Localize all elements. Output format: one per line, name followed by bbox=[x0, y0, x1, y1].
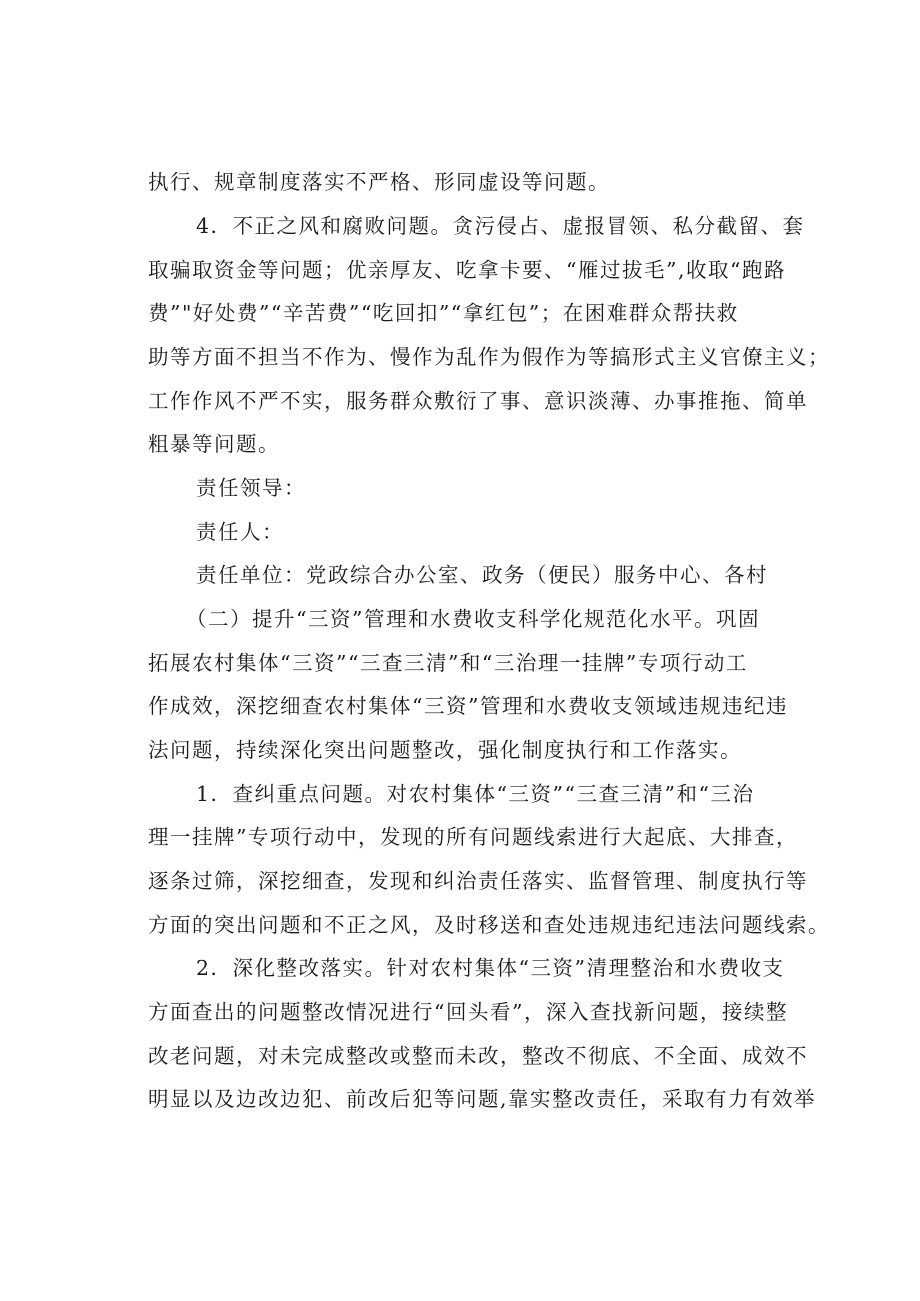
paragraph-line: 费”"好处费”“辛苦费”“吃回扣”“拿红包”；在困难群众帮扶救 bbox=[148, 301, 739, 325]
paragraph-line: 2．深化整改落实。针对农村集体“三资”清理整治和水费收支 bbox=[196, 956, 785, 980]
paragraph-line: 改老问题，对未完成整改或整而未改，整改不彻底、不全面、成效不 bbox=[148, 1044, 808, 1068]
paragraph-line: 方面的突出问题和不正之风，及时移送和查处违规违纪违法问题线索。 bbox=[148, 913, 830, 937]
paragraph-line: 法问题，持续深化突出问题整改，强化制度执行和工作落实。 bbox=[148, 738, 742, 762]
paragraph-line: 执行、规章制度落实不严格、形同虚设等问题。 bbox=[148, 170, 610, 194]
paragraph-line: 理一挂牌”专项行动中，发现的所有问题线索进行大起底、大排查， bbox=[148, 825, 798, 849]
paragraph-line: 工作作风不严不实，服务群众敷衍了事、意识淡薄、办事推拖、简单 bbox=[148, 389, 808, 413]
paragraph-line: 粗暴等问题。 bbox=[148, 432, 280, 456]
paragraph-line: 取骗取资金等问题；优亲厚友、吃拿卡要、“雁过拔毛”,收取“跑路 bbox=[148, 258, 786, 282]
paragraph-line: 作成效，深挖细查农村集体“三资”管理和水费收支领域违规违纪违 bbox=[148, 694, 788, 718]
paragraph-line: 逐条过筛，深挖细查，发现和纠治责任落实、监督管理、制度执行等 bbox=[148, 869, 808, 893]
paragraph-line: 1．查纠重点问题。对农村集体“三资”“三查三清”和“三治 bbox=[196, 782, 755, 806]
paragraph-line: 助等方面不担当不作为、慢作为乱作为假作为等搞形式主义官僚主义； bbox=[148, 345, 830, 369]
responsible-person-label: 责任人： bbox=[196, 520, 284, 544]
paragraph-line: 拓展农村集体“三资”“三查三清”和“三治理一挂牌”专项行动工 bbox=[148, 651, 748, 675]
paragraph-line: 明显以及边改边犯、前改后犯等问题,靠实整改责任，采取有力有效举 bbox=[148, 1087, 817, 1111]
paragraph-line: 4．不正之风和腐败问题。贪污侵占、虚报冒领、私分截留、套 bbox=[196, 214, 805, 238]
responsible-unit-line: 责任单位：党政综合办公室、政务（便民）服务中心、各村 bbox=[196, 563, 768, 587]
responsible-leader-label: 责任领导： bbox=[196, 476, 306, 500]
section-heading-line: （二）提升“三资”管理和水费收支科学化规范化水平。巩固 bbox=[186, 607, 760, 631]
paragraph-line: 方面查出的问题整改情况进行“回头看”，深入查找新问题，接续整 bbox=[148, 1000, 788, 1024]
